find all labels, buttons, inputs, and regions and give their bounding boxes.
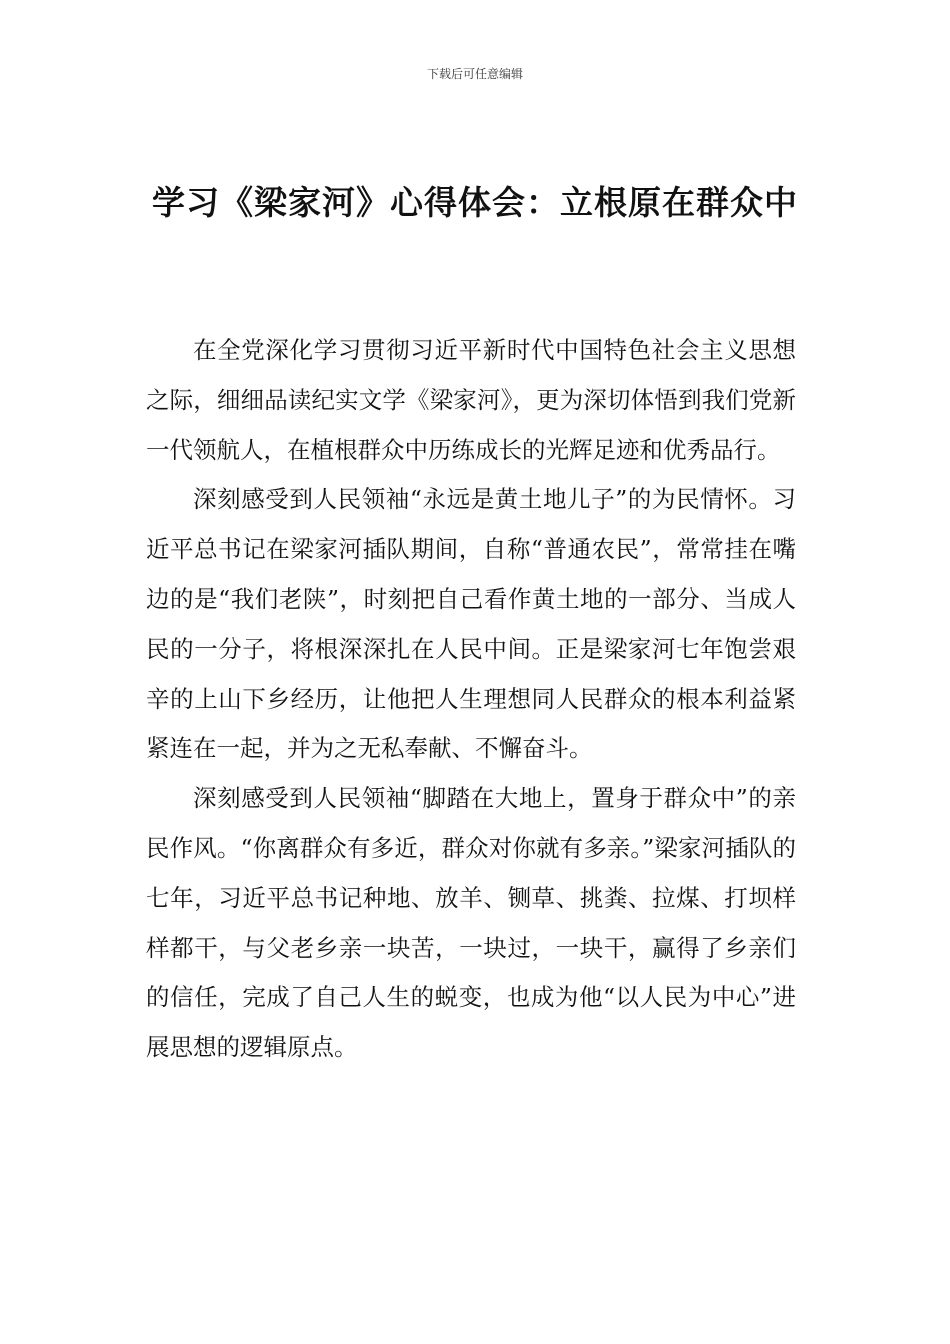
paragraph: 在全党深化学习贯彻习近平新时代中国特色社会主义思想之际，细细品读纪实文学《梁家河》，更为深切体悟到我们党新一代领航人，在植根群众中历练成长的光辉足迹和优秀品行。 [146,336,796,464]
document-body [146,326,796,1073]
paragraph: 深刻感受到人民领袖“脚踏在大地上，置身于群众中”的亲民作风。“你离群众有多近，群众对你就有多亲。”梁家河插队的七年，习近平总书记种地、放羊、铡草、挑粪、拉煤、打坝样样都干，与父老乡亲一块苦，一块过，一块干，赢得了乡亲们的信任，完成了自己人生的蜕变，也成为他“以人民为中心”进展思想的逻辑原点。 [146,784,796,1062]
paragraph: 深刻感受到人民领袖“永远是黄土地儿子”的为民情怀。习近平总书记在梁家河插队期间，自称“普通农民”，常常挂在嘴边的是“我们老陕”，时刻把自己看作黄土地的一部分、当成人民的一分子，将根深深扎在人民中间。正是梁家河七年饱尝艰辛的上山下乡经历，让他把人生理想同人民群众的根本利益紧紧连在一起，并为之无私奉献、不懈奋斗。 [146,485,796,763]
document-title: 学习《梁家河》心得体会：立根原在群众中 [152,183,798,222]
header-note: 下载后可任意编辑 [426,67,523,81]
